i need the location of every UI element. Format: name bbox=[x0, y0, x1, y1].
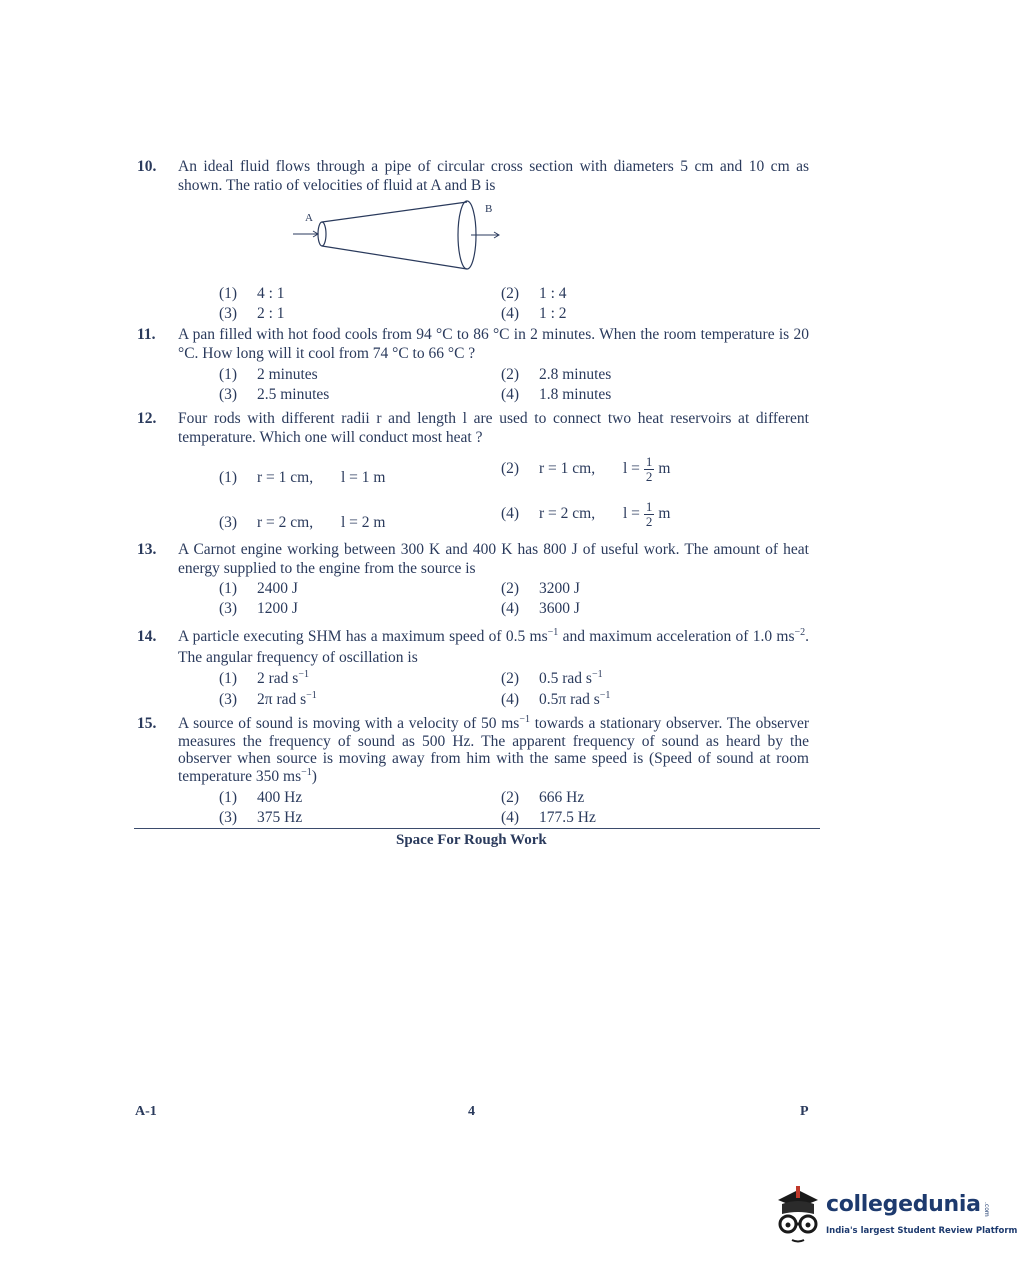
option-2[interactable]: (2) 666 Hz bbox=[501, 789, 585, 806]
fraction-one-half: $\frac{1}{2}$ bbox=[645, 454, 653, 484]
question-text: Four rods with different radii r and length l are used to connect two heat reservoirs at different temperature. Which one will conduct most heat ? bbox=[178, 410, 809, 446]
brand-suffix: .com bbox=[983, 1202, 990, 1217]
question-12 bbox=[137, 409, 809, 545]
option-1[interactable]: (1) 400 Hz bbox=[219, 789, 303, 806]
question-number: 12. bbox=[137, 410, 157, 427]
footer-set: P bbox=[800, 1104, 809, 1119]
question-number: 11. bbox=[137, 326, 156, 343]
option-1[interactable]: (1) 4 : 1 bbox=[219, 285, 285, 302]
rough-work-label: Space For Rough Work bbox=[396, 832, 547, 848]
options bbox=[219, 455, 809, 545]
collegedunia-logo[interactable] bbox=[770, 1180, 1018, 1250]
option-1[interactable]: (1) 2 rad $s^{-1}$ bbox=[219, 668, 309, 687]
question-text: A pan filled with hot food cools from 94 °C to 86 °C in 2 minutes. When the room temperature is 20 °C. How long will it cool from 74 °C to 66 °C ? bbox=[178, 326, 809, 362]
option-3[interactable]: (3) r = 2 cm, l = 2 m bbox=[219, 514, 386, 531]
question-13 bbox=[137, 540, 809, 619]
option-2[interactable]: (2) 1 : 4 bbox=[501, 285, 567, 302]
footer-code: A-1 bbox=[135, 1104, 157, 1119]
options bbox=[219, 284, 809, 324]
question-text: A particle executing SHM has a maximum speed of 0.5 $ms^{-1}$ and maximum acceleration of 1.0 $ms^{-2}$. The angular frequency of oscillation is bbox=[178, 626, 810, 666]
option-4[interactable]: (4) 1 : 2 bbox=[501, 305, 567, 322]
option-1[interactable]: (1) r = 1 cm, l = 1 m bbox=[219, 469, 386, 486]
option-3[interactable]: (3) 2π rad $s^{-1}$ bbox=[219, 689, 317, 708]
question-11 bbox=[137, 325, 809, 405]
question-10 bbox=[137, 157, 809, 324]
option-4[interactable]: (4) 177.5 Hz bbox=[501, 809, 596, 826]
options bbox=[219, 579, 809, 619]
option-3[interactable]: (3) 375 Hz bbox=[219, 809, 303, 826]
label-a: A bbox=[305, 212, 313, 224]
option-2[interactable]: (2) 3200 J bbox=[501, 580, 580, 597]
options bbox=[219, 788, 809, 828]
option-4[interactable]: (4) 1.8 minutes bbox=[501, 386, 612, 403]
fraction-one-half: $\frac{1}{2}$ bbox=[645, 499, 653, 529]
option-1[interactable]: (1) 2400 J bbox=[219, 580, 298, 597]
question-number: 15. bbox=[137, 715, 157, 732]
question-text: A source of sound is moving with a velocity of 50 $ms^{-1}$ towards a stationary observer. The observer measures the frequency of sound as 500 Hz. The apparent frequency of sound as heard by the observer when source is moving away from him with the same speed is (Speed of sound at room temperature 350 $ms^{-1}$) bbox=[178, 713, 809, 785]
brand-tagline: India's largest Student Review Platform bbox=[826, 1226, 1018, 1236]
question-number: 14. bbox=[137, 628, 157, 645]
option-3[interactable]: (3) 1200 J bbox=[219, 600, 298, 617]
pipe-diagram bbox=[287, 199, 527, 279]
divider-rule bbox=[134, 828, 820, 829]
option-4[interactable]: (4) r = 2 cm, l = $\frac{1}{2}$ m bbox=[501, 499, 671, 529]
question-text: A Carnot engine working between 300 K and 400 K has 800 J of useful work. The amount of heat energy supplied to the engine from the source is bbox=[178, 541, 809, 577]
label-b: B bbox=[485, 203, 493, 215]
options bbox=[219, 669, 809, 713]
brand-name: collegedunia bbox=[826, 1192, 981, 1217]
page-number: 4 bbox=[468, 1104, 475, 1119]
option-4[interactable]: (4) 0.5π rad $s^{-1}$ bbox=[501, 689, 611, 708]
question-text: An ideal fluid flows through a pipe of circular cross section with diameters 5 cm and 10 cm as shown. The ratio of velocities of fluid at A and B is bbox=[178, 158, 809, 194]
option-4[interactable]: (4) 3600 J bbox=[501, 600, 580, 617]
option-3[interactable]: (3) 2 : 1 bbox=[219, 305, 285, 322]
options bbox=[219, 365, 809, 405]
question-number: 10. bbox=[137, 158, 157, 175]
question-15 bbox=[137, 715, 809, 828]
option-2[interactable]: (2) r = 1 cm, l = $\frac{1}{2}$ m bbox=[501, 454, 671, 484]
question-number: 13. bbox=[137, 541, 157, 558]
option-2[interactable]: (2) 2.8 minutes bbox=[501, 366, 612, 383]
option-1[interactable]: (1) 2 minutes bbox=[219, 366, 318, 383]
option-2[interactable]: (2) 0.5 rad $s^{-1}$ bbox=[501, 668, 603, 687]
mascot-icon bbox=[770, 1180, 826, 1250]
option-3[interactable]: (3) 2.5 minutes bbox=[219, 386, 330, 403]
question-14 bbox=[137, 626, 809, 713]
